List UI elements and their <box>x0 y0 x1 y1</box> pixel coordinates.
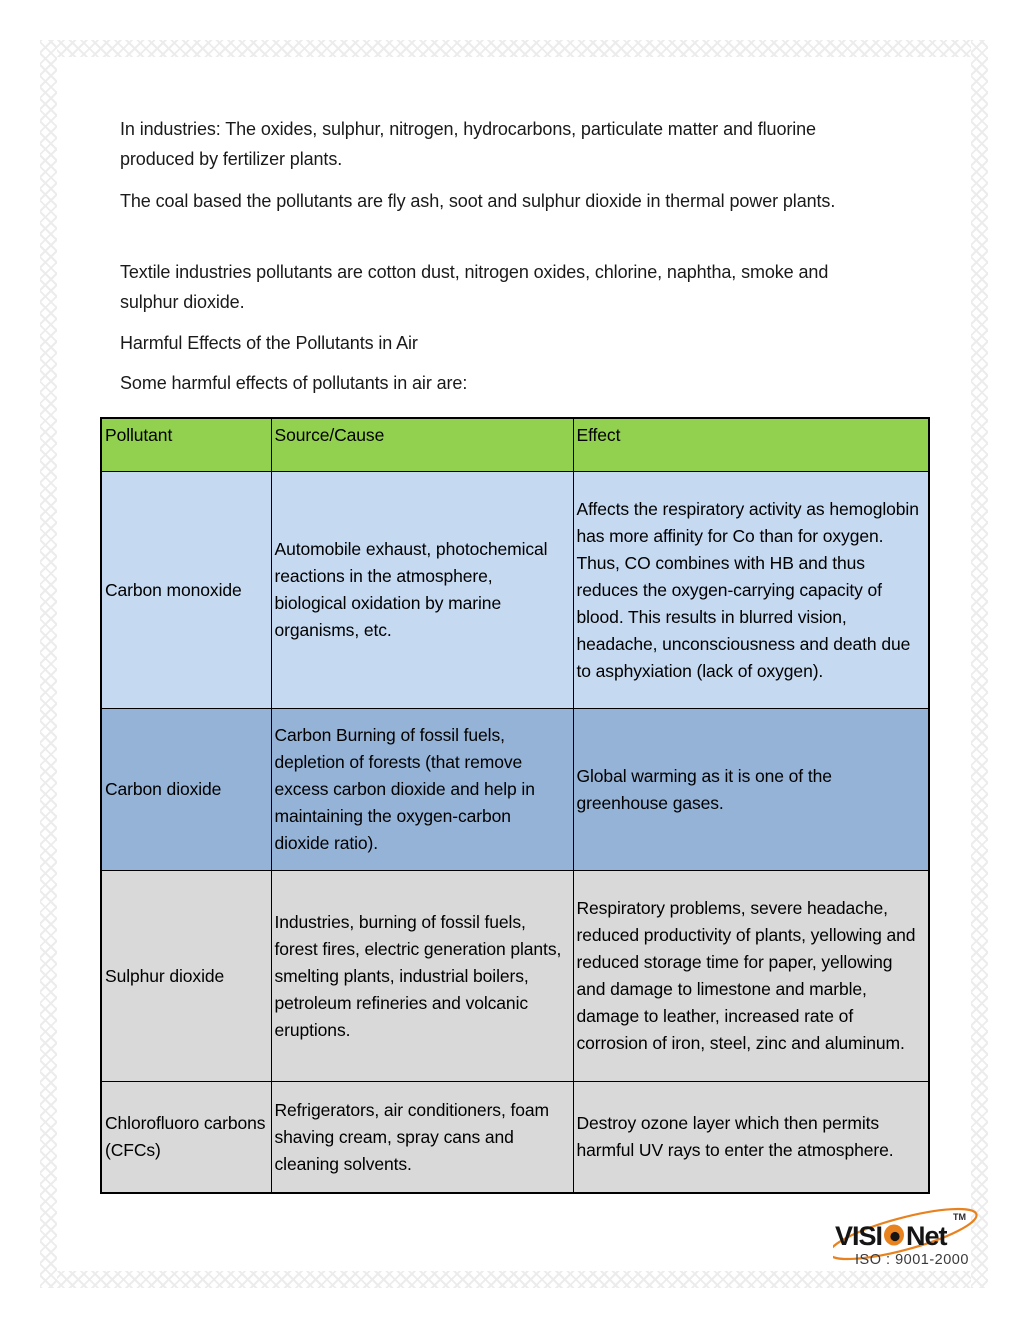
cell-pollutant: Chlorofluoro carbons (CFCs) <box>101 1082 271 1194</box>
cell-source: Carbon Burning of fossil fuels, depletion of forests (that remove excess carbon dioxide and help in maintaining the oxygen-carbon dioxide ratio). <box>271 709 573 871</box>
cell-pollutant: Carbon monoxide <box>101 472 271 709</box>
paragraph-industries: In industries: The oxides, sulphur, nitrogen, hydrocarbons, particulate matter and fluorine produced by fertilizer plants. <box>120 119 816 169</box>
decorative-zigzag-border-top <box>40 40 988 57</box>
header-source-cause: Source/Cause <box>271 418 573 472</box>
header-effect: Effect <box>573 418 929 472</box>
table-header-row <box>101 418 929 472</box>
visionet-logo <box>833 1206 983 1272</box>
cell-source: Industries, burning of fossil fuels, forest fires, electric generation plants, smelting plants, industrial boilers, petroleum refineries and volcanic eruptions. <box>271 871 573 1082</box>
logo-trademark: TM <box>953 1212 966 1222</box>
paragraph-intro-list: Some harmful effects of pollutants in air are: <box>120 373 468 393</box>
logo-text-visi: VISI <box>835 1221 883 1251</box>
logo-text-net: Net <box>906 1221 947 1251</box>
pollutants-table <box>100 417 930 1194</box>
table-row-carbon-dioxide <box>101 709 929 871</box>
decorative-zigzag-border-left <box>40 40 57 1288</box>
header-pollutant: Pollutant <box>101 418 271 472</box>
cell-pollutant: Sulphur dioxide <box>101 871 271 1082</box>
cell-effect: Respiratory problems, severe headache, reduced productivity of plants, yellowing and reduced storage time for paper, yellowing and damage to limestone and marble, damage to leather, increased rate of corrosion of iron, steel, zinc and aluminum. <box>573 871 929 1082</box>
cell-pollutant: Carbon dioxide <box>101 709 271 871</box>
table-row-sulphur-dioxide <box>101 871 929 1082</box>
decorative-zigzag-border-right <box>971 40 988 1288</box>
cell-source: Refrigerators, air conditioners, foam shaving cream, spray cans and cleaning solvents. <box>271 1082 573 1194</box>
logo-certification: ISO : 9001-2000 <box>855 1252 969 1268</box>
logo-o-dot-icon <box>890 1232 899 1241</box>
paragraph-coal-based: The coal based the pollutants are fly ash, soot and sulphur dioxide in thermal power plants. <box>120 191 836 211</box>
paragraph-textile: Textile industries pollutants are cotton dust, nitrogen oxides, chlorine, naphtha, smoke and sulphur dioxide. <box>120 262 829 312</box>
cell-effect: Affects the respiratory activity as hemoglobin has more affinity for Co than for oxygen. Thus, CO combines with HB and thus reduces the oxygen-carrying capacity of blood. This results in blurred vision, headache, unconsciousness and death due to asphyxiation (lack of oxygen). <box>573 472 929 709</box>
table-row-cfcs <box>101 1082 929 1194</box>
decorative-zigzag-border-bottom <box>40 1271 988 1288</box>
cell-effect: Destroy ozone layer which then permits harmful UV rays to enter the atmosphere. <box>573 1082 929 1194</box>
section-heading-harmful-effects: Harmful Effects of the Pollutants in Air <box>120 333 418 353</box>
cell-effect: Global warming as it is one of the greenhouse gases. <box>573 709 929 871</box>
table-row-carbon-monoxide <box>101 472 929 709</box>
cell-source: Automobile exhaust, photochemical reactions in the atmosphere, biological oxidation by marine organisms, etc. <box>271 472 573 709</box>
